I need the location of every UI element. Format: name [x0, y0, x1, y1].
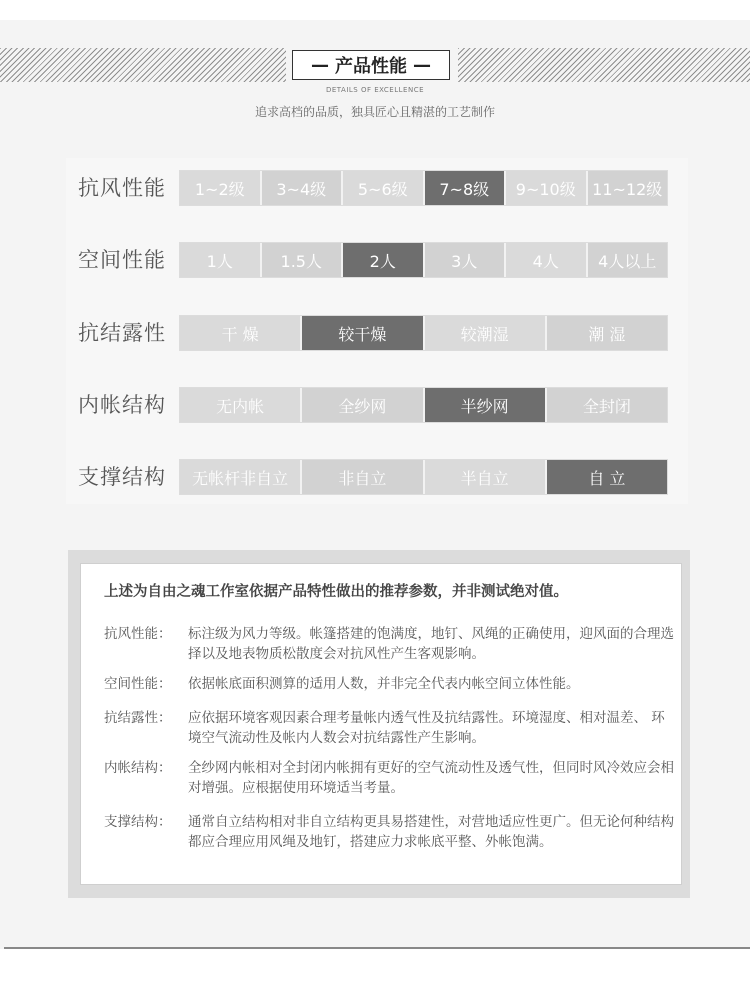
bottom-area: [0, 949, 750, 982]
performance-level-bar: [179, 459, 668, 495]
note-key: 抗风性能：: [104, 626, 172, 642]
performance-row: [78, 240, 668, 280]
note-text: 通常自立结构相对非自立结构更具易搭建性，对营地适应性更广。但无论何种结构都应合理应用风绳及地钉，搭建应力求帐底平整、外帐饱满。: [188, 814, 674, 850]
note-key: 支撑结构：: [104, 814, 172, 830]
decorative-hatch-right: [458, 48, 750, 82]
notes-heading: 上述为自由之魂工作室依据产品特性做出的推荐参数，并非测试绝对值。: [104, 584, 568, 600]
performance-level: 5~6级: [343, 171, 425, 205]
title-dash-right: —: [413, 54, 431, 76]
performance-row-label: 内帐结构: [78, 393, 166, 417]
top-strip: [0, 0, 750, 20]
performance-level: 3~4级: [262, 171, 344, 205]
performance-level: 干 燥: [180, 316, 302, 350]
performance-level-active: 7~8级: [425, 171, 507, 205]
performance-level: 1人: [180, 243, 262, 277]
note-text: 应依据环境客观因素合理考量帐内透气性及抗结露性。环境湿度、相对温差、 环境空气流动性及帐内人数会对抗结露性产生影响。: [188, 710, 665, 746]
performance-level: 11~12级: [588, 171, 668, 205]
performance-level: 非自立: [302, 460, 424, 494]
note-text: 全纱网内帐相对全封闭内帐拥有更好的空气流动性及透气性，但同时风冷效应会相对增强。应根据使用环境适当考量。: [188, 760, 674, 796]
performance-level: 无内帐: [180, 388, 302, 422]
performance-level: 4人: [506, 243, 588, 277]
performance-level-bar: [179, 170, 668, 206]
performance-level-active: 2人: [343, 243, 425, 277]
performance-row: [78, 168, 668, 208]
performance-row-label: 支撑结构: [78, 465, 166, 489]
performance-level-bar: [179, 242, 668, 278]
performance-level: 9~10级: [506, 171, 588, 205]
section-title-text: 产品性能: [335, 56, 407, 77]
performance-level: 较潮湿: [425, 316, 547, 350]
performance-level-bar: [179, 387, 668, 423]
section-subtitle-en: DETAILS OF EXCELLENCE: [325, 86, 425, 94]
performance-level: 全封闭: [547, 388, 667, 422]
performance-row-label: 抗结露性: [78, 321, 166, 345]
title-dash-left: —: [311, 54, 329, 76]
performance-level: 无帐杆非自立: [180, 460, 302, 494]
performance-row-label: 空间性能: [78, 248, 166, 272]
section-title: [292, 50, 450, 80]
performance-level: 3人: [425, 243, 507, 277]
performance-level-bar: [179, 315, 668, 351]
performance-level: 全纱网: [302, 388, 424, 422]
performance-level-active: 较干燥: [302, 316, 424, 350]
performance-level: 4人以上: [588, 243, 668, 277]
performance-row: [78, 385, 668, 425]
section-tagline: 追求高档的品质，独具匠心且精湛的工艺制作: [254, 105, 495, 119]
performance-level-active: 自 立: [547, 460, 667, 494]
note-key: 内帐结构：: [104, 760, 172, 776]
performance-row-label: 抗风性能: [78, 176, 166, 200]
note-key: 抗结露性：: [104, 710, 172, 726]
performance-level-active: 半纱网: [425, 388, 547, 422]
performance-level: 潮 湿: [547, 316, 667, 350]
note-text: 标注级为风力等级。帐篷搭建的饱满度，地钉、风绳的正确使用，迎风面的合理选择以及地表物质松散度会对抗风性产生客观影响。: [188, 626, 674, 662]
decorative-hatch-left: [0, 48, 286, 82]
performance-row: [78, 313, 668, 353]
performance-level: 1~2级: [180, 171, 262, 205]
note-key: 空间性能：: [104, 676, 172, 692]
note-text: 依据帐底面积测算的适用人数，并非完全代表内帐空间立体性能。: [188, 676, 580, 692]
performance-row: [78, 457, 668, 497]
performance-level: 半自立: [425, 460, 547, 494]
performance-level: 1.5人: [262, 243, 344, 277]
